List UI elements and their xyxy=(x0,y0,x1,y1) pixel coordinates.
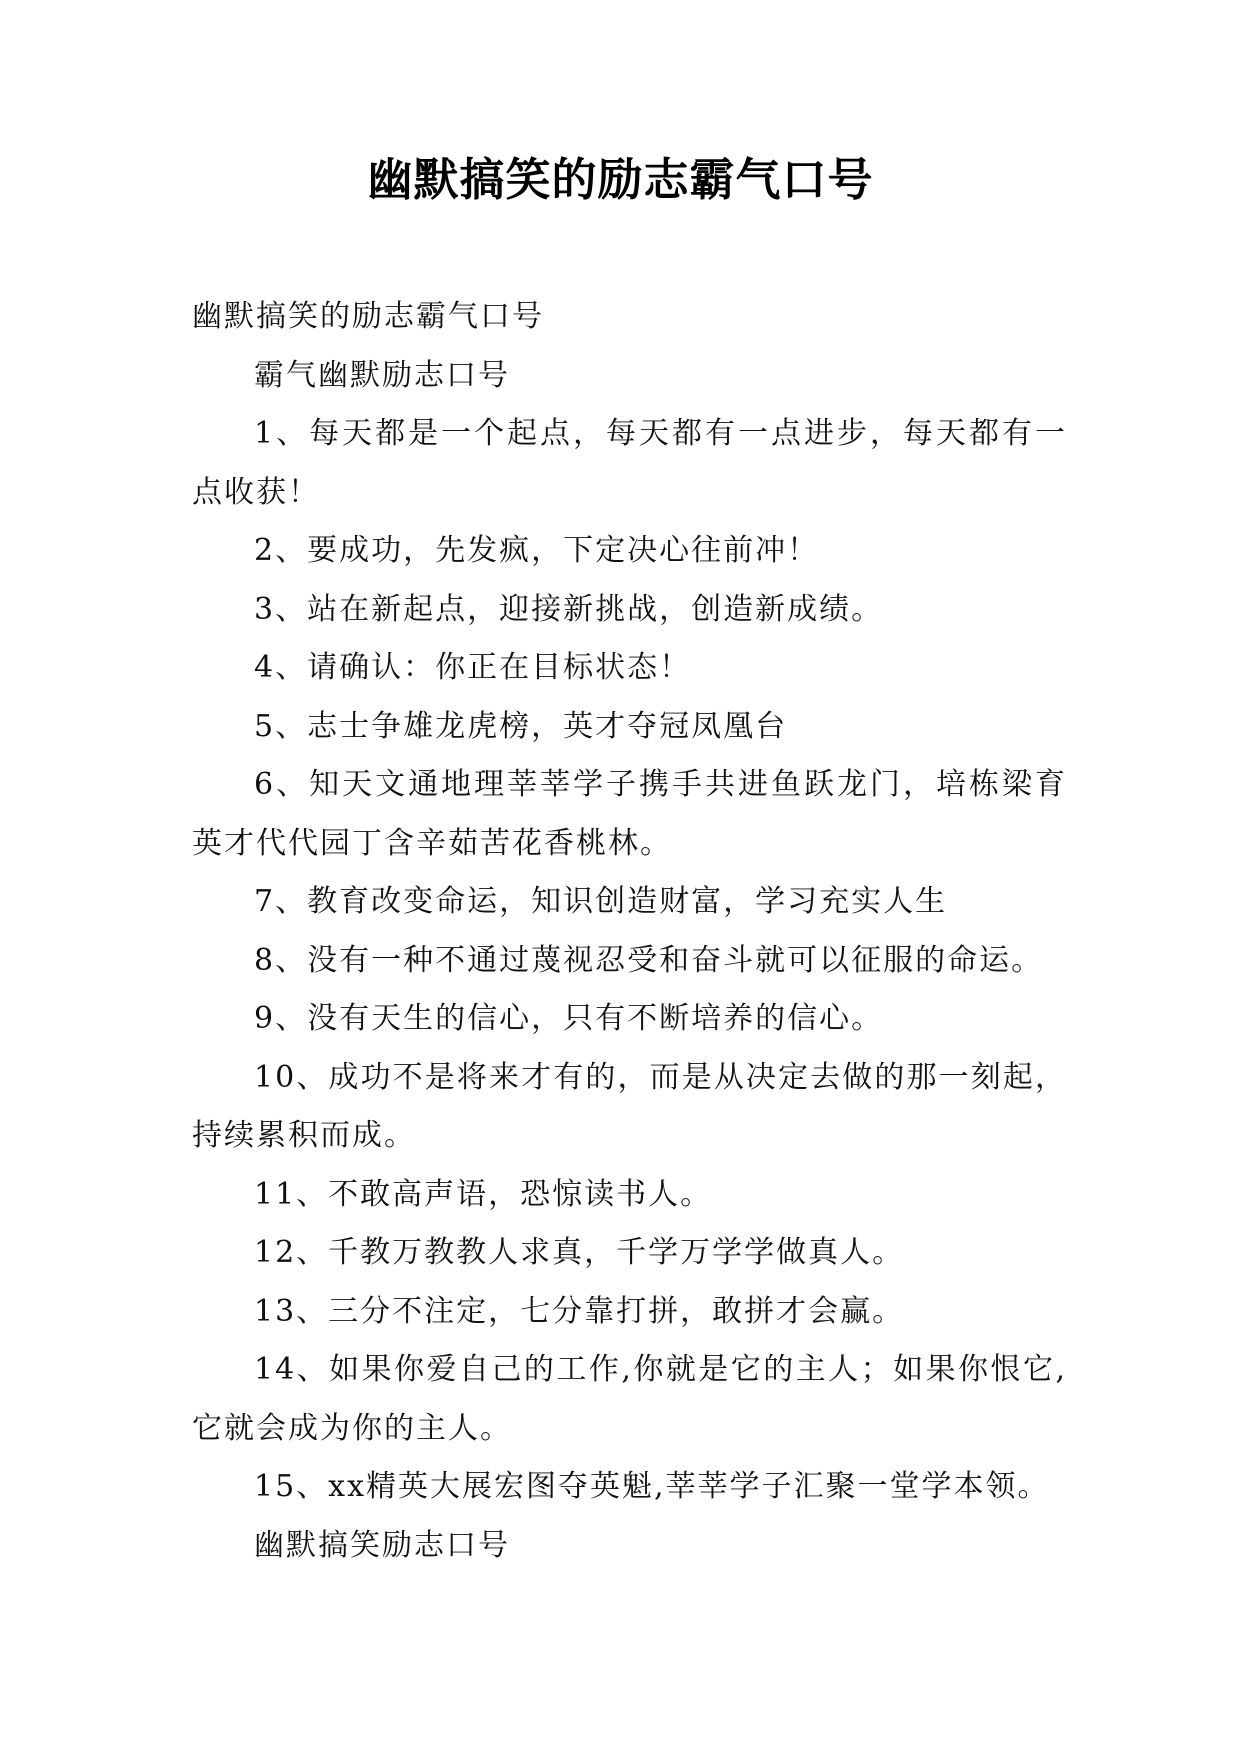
paragraph: 幽默搞笑励志口号 xyxy=(254,1527,510,1563)
paragraph: 14、如果你爱自己的工作,你就是它的主人；如果你恨它,它就会成为你的主人。 xyxy=(192,1352,1067,1446)
document-body xyxy=(192,288,1067,1575)
document-title: 幽默搞笑的励志霸气口号 xyxy=(367,153,874,206)
paragraph: 幽默搞笑的励志霸气口号 xyxy=(192,299,544,334)
paragraph: 5、志士争雄龙虎榜，英才夺冠凤凰台 xyxy=(254,708,788,744)
paragraph: 2、要成功，先发疯，下定决心往前冲！ xyxy=(254,533,820,568)
paragraph: 13、三分不注定，七分靠打拼，敢拼才会赢。 xyxy=(254,1293,905,1329)
paragraph: 8、没有一种不通过蔑视忍受和奋斗就可以征服的命运。 xyxy=(254,942,1044,978)
paragraph: 4、请确认：你正在目标状态！ xyxy=(254,650,692,685)
paragraph: 11、不敢高声语，恐惊读书人。 xyxy=(254,1176,713,1212)
paragraph: 9、没有天生的信心，只有不断培养的信心。 xyxy=(254,1001,884,1036)
paragraph: 3、站在新起点，迎接新挑战，创造新成绩。 xyxy=(254,591,884,627)
paragraph: 霸气幽默励志口号 xyxy=(254,357,510,393)
paragraph: 6、知天文通地理莘莘学子携手共进鱼跃龙门，培栋梁育英才代代园丁含辛茹苦花香桃林。 xyxy=(192,767,1067,861)
paragraph: 15、xx精英大展宏图夺英魁,莘莘学子汇聚一堂学本领。 xyxy=(254,1469,1050,1504)
paragraph: 1、每天都是一个起点，每天都有一点进步，每天都有一点收获！ xyxy=(192,416,1067,510)
paragraph: 7、教育改变命运，知识创造财富，学习充实人生 xyxy=(254,884,948,919)
paragraph: 10、成功不是将来才有的，而是从决定去做的那一刻起，持续累积而成。 xyxy=(192,1059,1067,1153)
paragraph: 12、千教万教教人求真，千学万学学做真人。 xyxy=(254,1235,905,1270)
